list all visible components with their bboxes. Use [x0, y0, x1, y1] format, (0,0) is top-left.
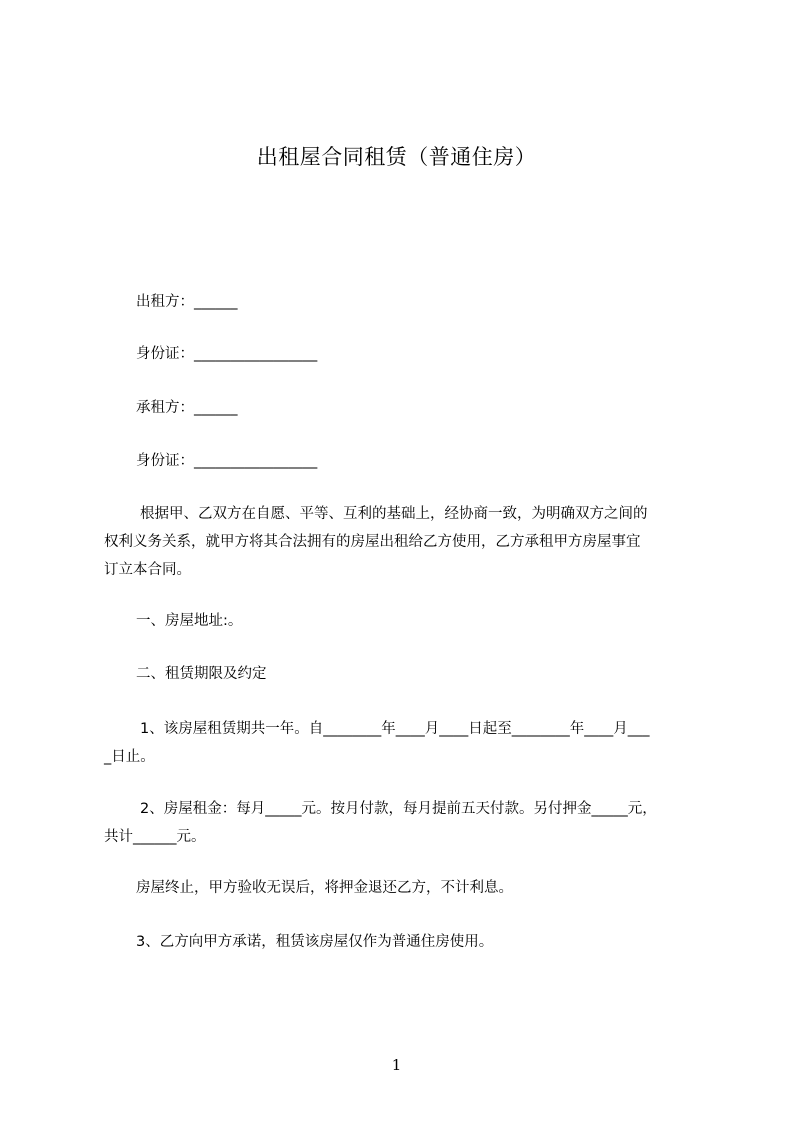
lessee-id-field: 身份证：_________________ [136, 453, 318, 469]
lessor-field: 出租方：______ [136, 294, 238, 310]
section-heading-term: 二、租赁期限及约定 [136, 666, 267, 682]
intro-line-1: 根据甲、乙双方在自愿、平等、互利的基础上，经协商一致，为明确双方之间的 [140, 506, 648, 522]
clause-1-line-1: 1、该房屋租赁期共一年。自________年____月____日起至________年____月___ [140, 721, 650, 737]
clause-2-paragraph [104, 795, 704, 851]
lessor-id-field: 身份证：_________________ [136, 346, 318, 362]
intro-line-3: 订立本合同。 [104, 562, 191, 578]
lessee-field: 承租方：______ [136, 400, 238, 416]
intro-line-2: 权利义务关系，就甲方将其合法拥有的房屋出租给乙方使用，乙方承租甲方房屋事宜 [104, 534, 641, 550]
clause-2-line-1: 2、房屋租金：每月_____元。按月付款，每月提前五天付款。另付押金_____元， [140, 801, 657, 817]
clause-1-paragraph [104, 715, 704, 771]
section-heading-address: 一、房屋地址:。 [136, 613, 243, 629]
clause-1-line-2: _日止。 [104, 749, 155, 765]
intro-paragraph [104, 500, 704, 584]
deposit-note: 房屋终止，甲方验收无误后，将押金退还乙方，不计利息。 [136, 880, 513, 896]
page-number: 1 [391, 1056, 402, 1074]
clause-3: 3、乙方向甲方承诺，租赁该房屋仅作为普通住房使用。 [136, 934, 494, 950]
clause-2-line-2: 共计______元。 [104, 829, 206, 845]
document-title: 出租屋合同租赁（普通住房） [256, 145, 537, 169]
